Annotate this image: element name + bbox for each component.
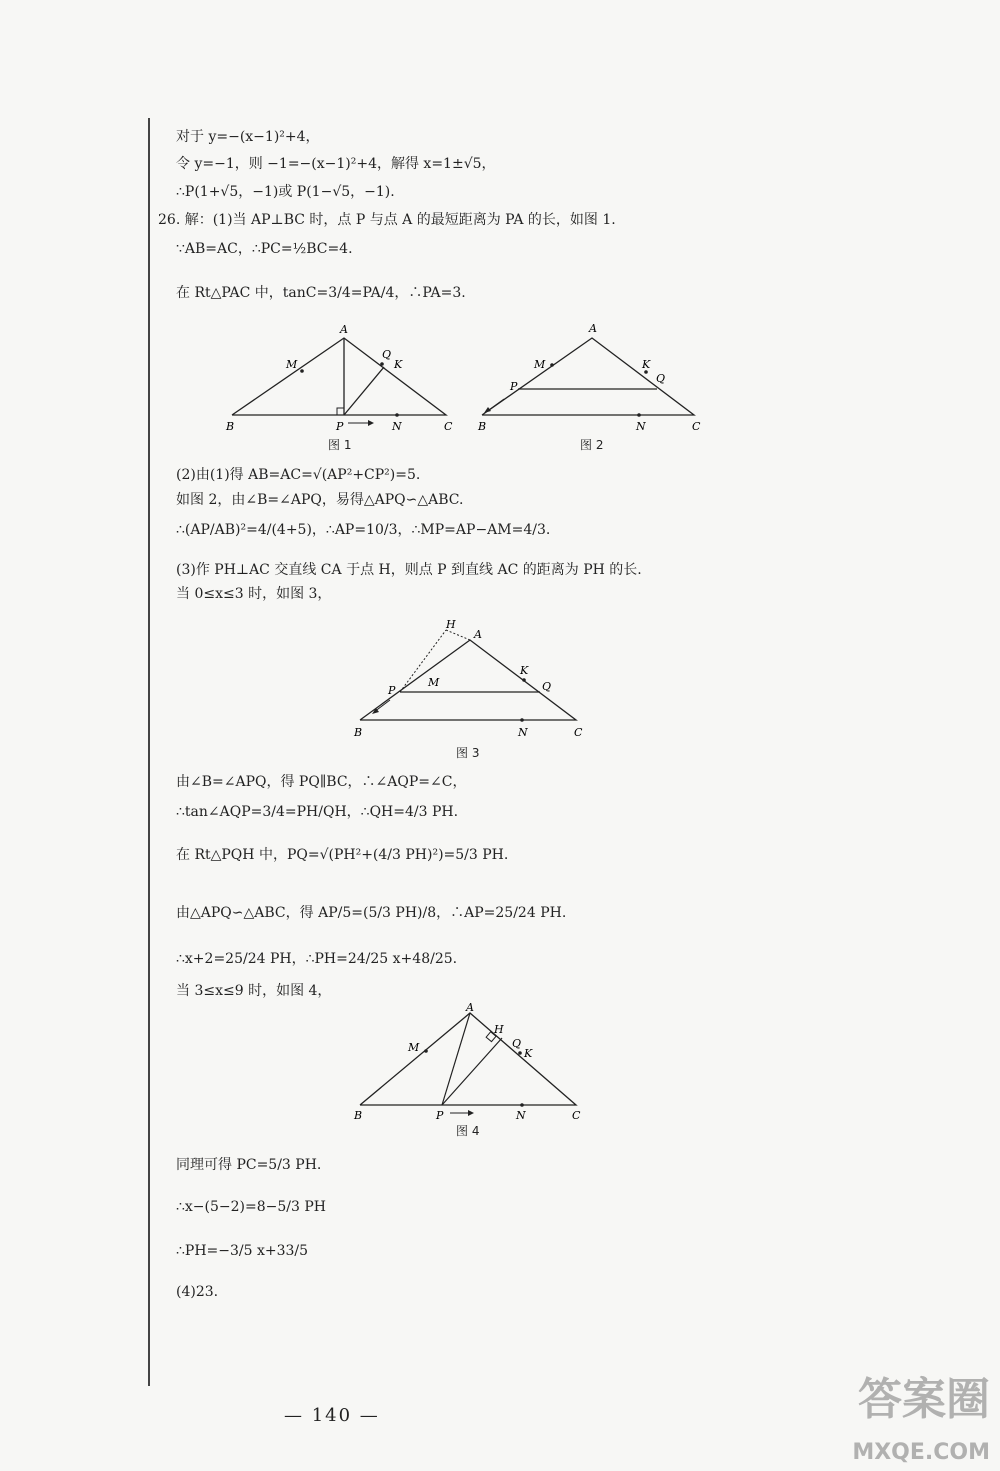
fig2-label-Q: Q (656, 372, 666, 385)
fig3-label-M: M (428, 676, 440, 689)
fig4-label-N: N (516, 1109, 526, 1122)
text-line: 当 3≤x≤9 时，如图 4， (176, 983, 332, 999)
fig2-label-A: A (589, 322, 597, 335)
fig2-caption: 图 2 (580, 438, 604, 452)
text-line: ∴PH=−3/5 x+33/5 (176, 1243, 309, 1259)
fig3-label-K: K (520, 664, 529, 677)
figure-3 (350, 618, 590, 750)
fig1-label-P: P (336, 420, 344, 433)
fig1-label-B: B (226, 420, 235, 433)
fig4-label-Q: Q (512, 1037, 522, 1050)
text-line: ∴P(1+√5，−1)或 P(1−√5，−1). (176, 184, 395, 200)
fig2-label-P: P (510, 380, 518, 393)
watermark (790, 1375, 990, 1465)
watermark-logo: 答案圈 (858, 1374, 990, 1425)
page-number: — 140 — (284, 1405, 380, 1426)
fig1-label-N: N (392, 420, 402, 433)
text-line: (3)作 PH⊥AC 交直线 CA 于点 H，则点 P 到直线 AC 的距离为 PH 的长. (176, 562, 642, 578)
figure-2 (474, 320, 710, 440)
watermark-url: MXQE.COM (852, 1440, 990, 1465)
fig1-label-A: A (340, 323, 348, 336)
fig4-label-H: H (494, 1023, 504, 1036)
text-line: 由∠B=∠APQ，得 PQ∥BC，∴∠AQP=∠C， (176, 774, 467, 790)
fig4-label-C: C (572, 1109, 581, 1122)
text-line: 由△APQ∽△ABC，得 AP/5=(5/3 PH)/8，∴AP=25/24 PH. (176, 905, 567, 921)
fig3-label-Q: Q (542, 680, 552, 693)
text-line: 26. 解：(1)当 AP⊥BC 时，点 P 与点 A 的最短距离为 PA 的长，如图 1. (158, 212, 616, 228)
text-line: ∴x−(5−2)=8−5/3 PH (176, 1199, 326, 1215)
figure-1 (222, 320, 462, 440)
text-line: 同理可得 PC=5/3 PH. (176, 1157, 322, 1173)
text-line: ∴tan∠AQP=3/4=PH/QH，∴QH=4/3 PH. (176, 804, 459, 820)
margin-rule (148, 118, 150, 1386)
text-line: 在 Rt△PQH 中，PQ=√(PH²+(4/3 PH)²)=5/3 PH. (176, 847, 509, 863)
fig3-label-C: C (574, 726, 583, 739)
fig3-label-B: B (354, 726, 363, 739)
text-line: ∴(AP/AB)²=4/(4+5)，∴AP=10/3，∴MP=AP−AM=4/3. (176, 522, 551, 538)
fig1-label-M: M (286, 358, 298, 371)
fig2-label-M: M (534, 358, 546, 371)
fig3-label-A: A (474, 628, 482, 641)
text-line: 如图 2，由∠B=∠APQ，易得△APQ∽△ABC. (176, 492, 464, 508)
fig3-caption: 图 3 (456, 746, 480, 760)
fig3-label-P: P (388, 684, 396, 697)
fig3-label-N: N (518, 726, 528, 739)
fig4-caption: 图 4 (456, 1124, 480, 1138)
fig2-label-B: B (478, 420, 487, 433)
fig1-label-K: K (394, 358, 403, 371)
text-line: (2)由(1)得 AB=AC=√(AP²+CP²)=5. (176, 467, 421, 483)
text-line: ∴x+2=25/24 PH，∴PH=24/25 x+48/25. (176, 951, 458, 967)
fig2-label-K: K (642, 358, 651, 371)
fig1-label-Q: Q (382, 348, 392, 361)
fig4-label-M: M (408, 1041, 420, 1054)
fig3-label-H: H (446, 618, 456, 631)
fig4-label-B: B (354, 1109, 363, 1122)
fig1-label-C: C (444, 420, 453, 433)
fig1-caption: 图 1 (328, 438, 352, 452)
text-line: 在 Rt△PAC 中，tanC=3/4=PA/4，∴PA=3. (176, 285, 466, 301)
fig4-label-K: K (524, 1047, 533, 1060)
fig4-label-A: A (466, 1001, 474, 1014)
text-line: 当 0≤x≤3 时，如图 3， (176, 586, 332, 602)
fig2-label-C: C (692, 420, 701, 433)
text-line: 令 y=−1，则 −1=−(x−1)²+4，解得 x=1±√5， (176, 156, 496, 172)
text-line: (4)23. (176, 1284, 219, 1300)
fig4-label-P: P (436, 1109, 444, 1122)
text-line: ∵AB=AC，∴PC=½BC=4. (176, 241, 353, 257)
text-line: 对于 y=−(x−1)²+4， (176, 129, 320, 145)
fig2-label-N: N (636, 420, 646, 433)
figure-4 (350, 1001, 590, 1125)
